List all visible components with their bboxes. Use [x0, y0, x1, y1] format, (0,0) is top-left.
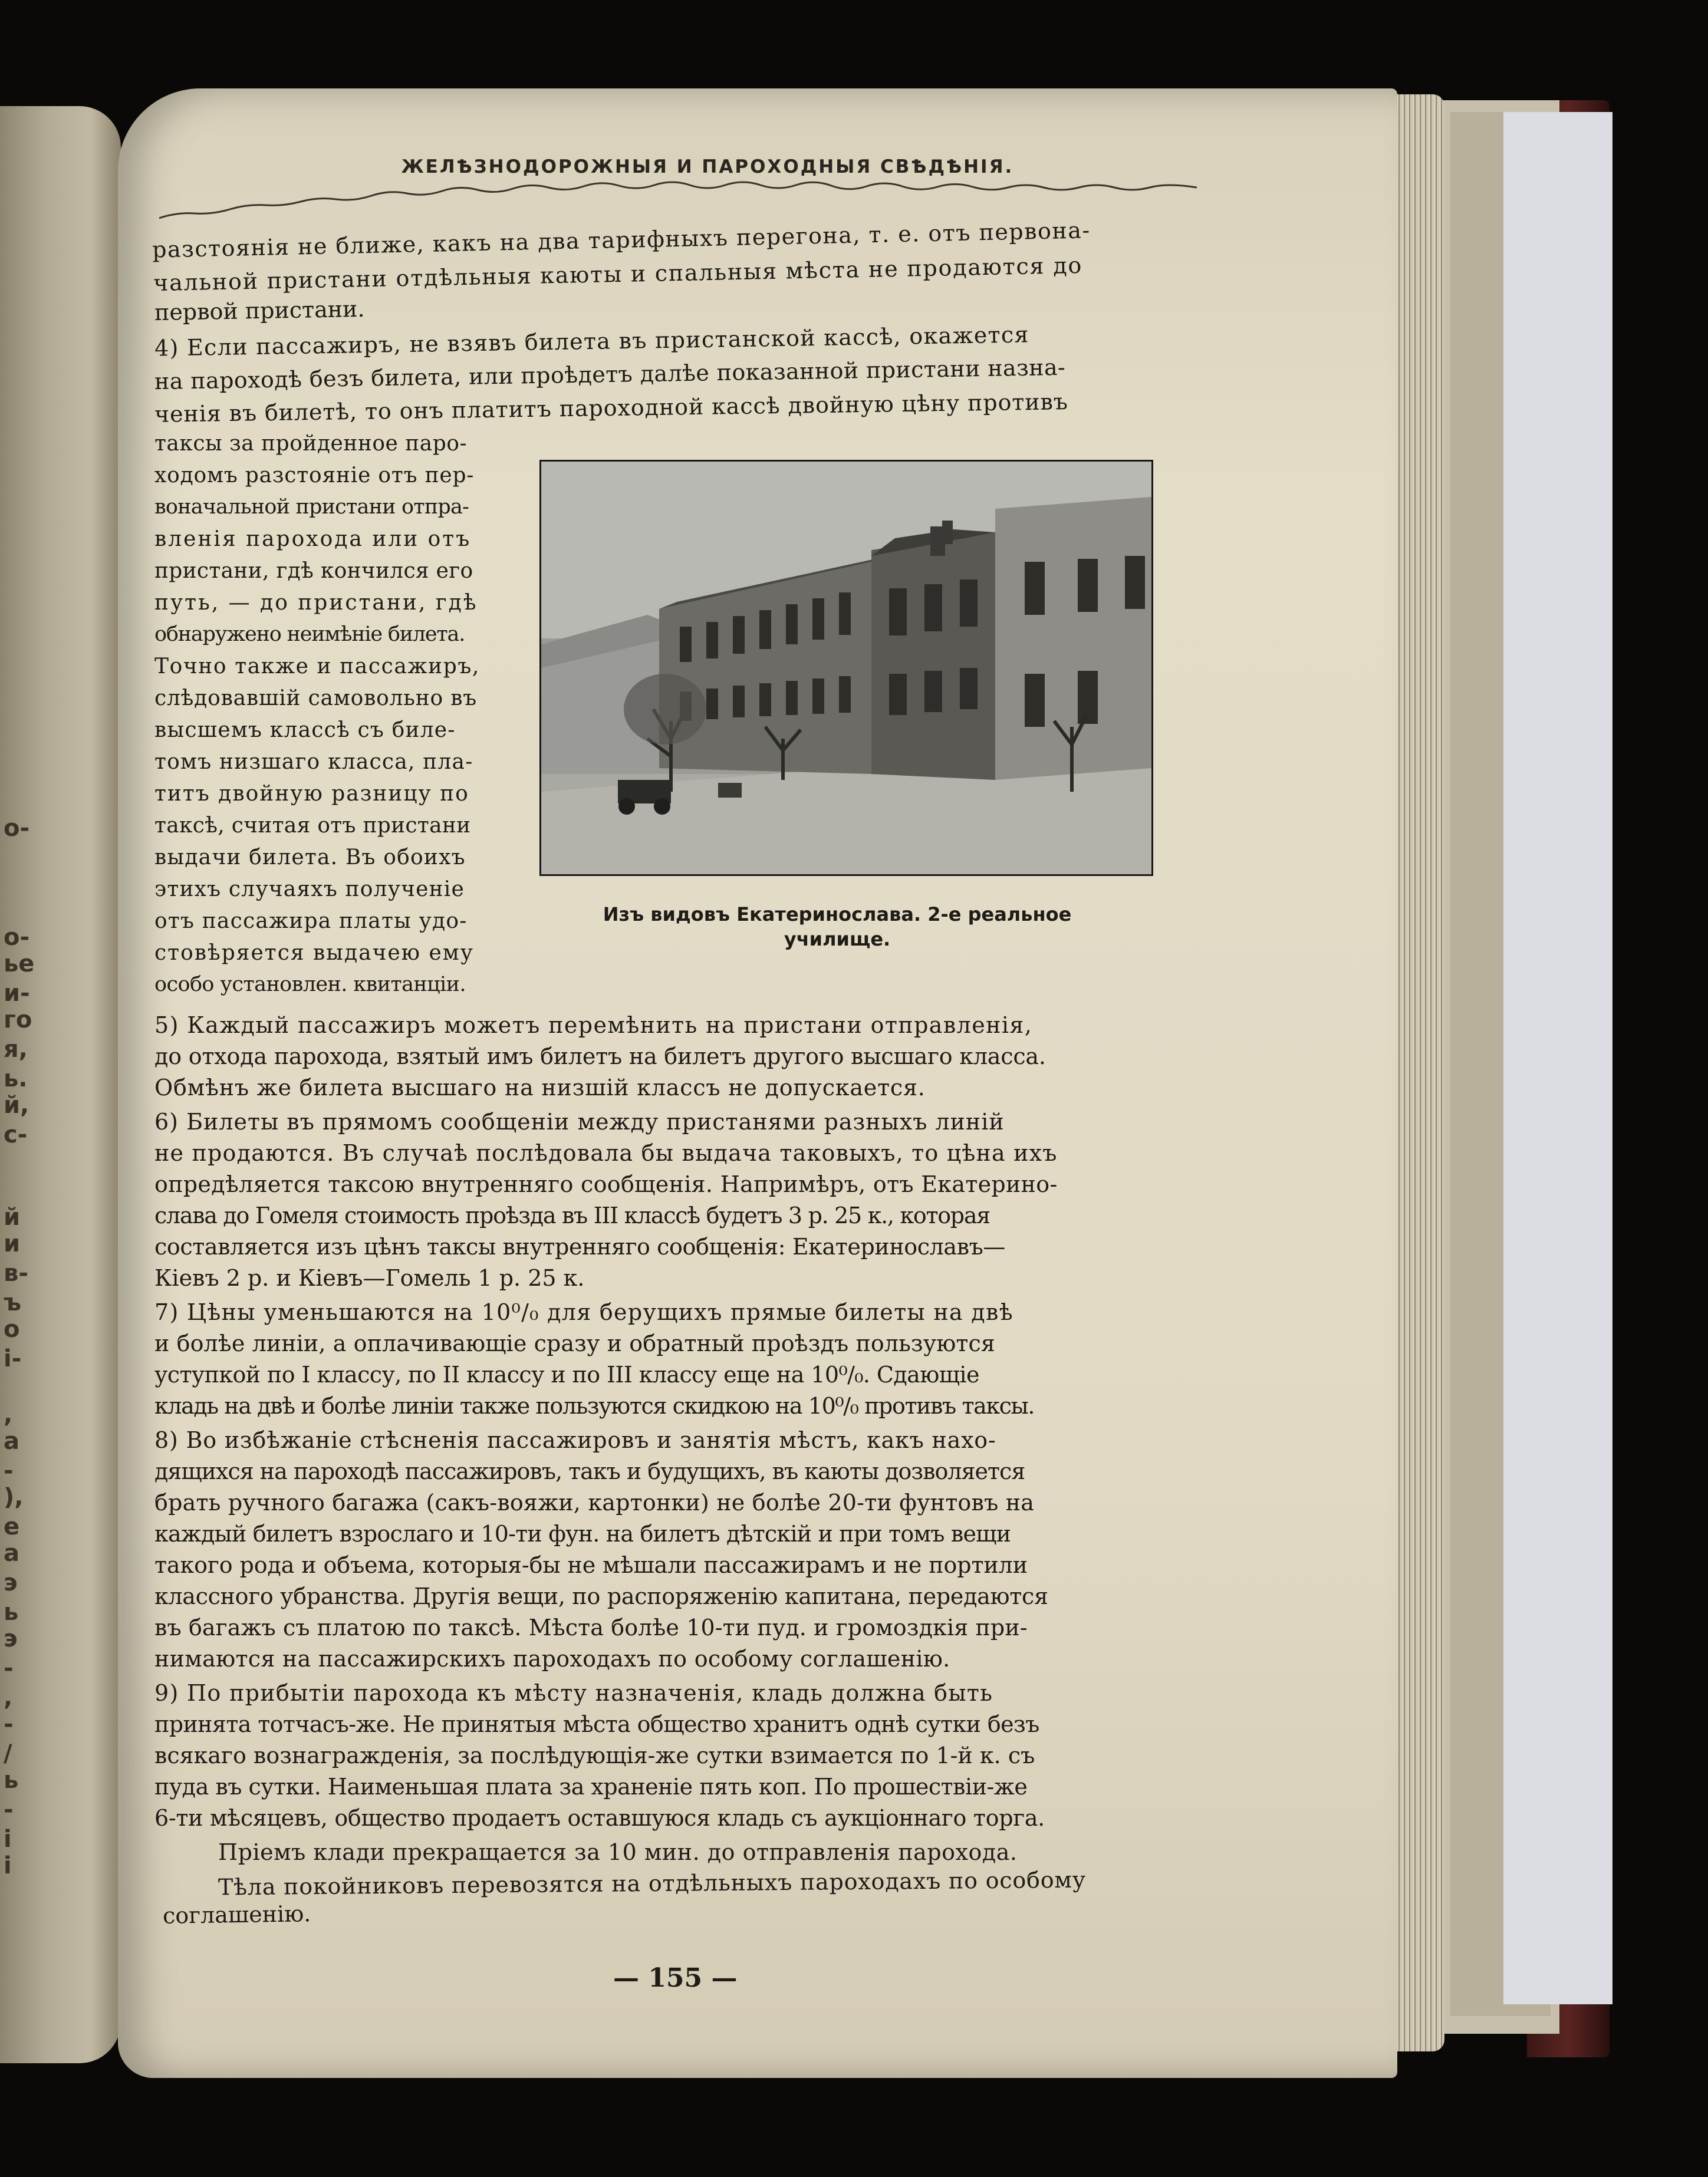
left-fragment: э [4, 1569, 18, 1596]
text-line: уступкой по I классу, по II классу и по III классу еще на 10⁰/₀. Сдающіе [154, 1362, 979, 1388]
header-wavy-rule [159, 177, 1197, 224]
left-fragment: с- [4, 1121, 28, 1148]
left-fragment: і [4, 1852, 12, 1879]
left-fragment: й [4, 1204, 21, 1231]
text-line: и болѣе линіи, а оплачивающіе сразу и обратный проѣздъ пользуются [154, 1330, 995, 1356]
text-line: въ багажъ съ платою по таксѣ. Мѣста болѣе 10-ти пуд. и громоздкія при- [154, 1615, 1028, 1641]
text-line: высшемъ классѣ съ биле- [154, 718, 456, 742]
photo-caption-line1: Изъ видовъ Екатеринослава. 2-е реальное [603, 903, 1072, 926]
text-line: 9) По прибытіи парохода къ мѣсту назначенія, кладь должна быть [154, 1680, 993, 1706]
left-fragment: , [4, 1401, 13, 1428]
text-line: классного убранства. Другія вещи, по распоряженію капитана, передаются [154, 1583, 1048, 1609]
text-line: такого рода и объема, которыя-бы не мѣшали пассажирамъ и не портили [154, 1552, 1028, 1578]
text-line: стовѣряется выдачею ему [154, 941, 474, 965]
left-fragment: - [4, 1655, 14, 1682]
text-line: ходомъ разстояніе отъ пер- [154, 463, 475, 488]
left-fragment: о- [4, 815, 30, 842]
text-line: Обмѣнъ же билета высшаго на низшій классъ не допускается. [154, 1075, 926, 1101]
text-line: титъ двойную разницу по [154, 782, 469, 806]
text-line: опредѣляется таксою внутренняго сообщенія. Напримѣръ, отъ Екатерино- [154, 1171, 1058, 1197]
text-line: нимаются на пассажирскихъ пароходахъ по особому соглашенію. [154, 1646, 950, 1672]
left-fragment: о- [4, 924, 30, 951]
running-header: ЖЕЛѢЗНОДОРОЖНЫЯ И ПАРОХОДНЫЯ СВѢДѢНІЯ. [401, 156, 1014, 177]
text-line: принята тотчасъ-же. Не принятыя мѣста общество хранитъ однѣ сутки безъ [154, 1711, 1039, 1737]
text-line: первой пристани. [154, 295, 365, 326]
photo-caption-line2: училище. [784, 928, 891, 950]
left-neighbor-page [0, 106, 121, 2063]
building-photo [539, 460, 1153, 876]
text-line: выдачи билета. Въ обоихъ [154, 845, 466, 870]
left-fragment: ), [4, 1484, 24, 1511]
left-fragment: го [4, 1006, 32, 1033]
left-fragment: - [4, 1796, 14, 1823]
text-line: кладь на двѣ и болѣе линіи также пользуются скидкою на 10⁰/₀ противъ таксы. [154, 1393, 1035, 1419]
text-line: чальной пристани отдѣльныя каюты и спальныя мѣста не продаются до [153, 252, 1083, 297]
text-line: Пріемъ клади прекращается за 10 мин. до отправленія парохода. [218, 1839, 1018, 1865]
text-line: слѣдовавшій самовольно въ [154, 686, 477, 710]
text-line: соглашенію. [162, 1901, 311, 1929]
left-fragment: ье [4, 950, 35, 977]
left-fragment: и- [4, 980, 30, 1007]
text-line: таксы за пройденное паро- [154, 432, 468, 456]
text-line: 5) Каждый пассажиръ можетъ перемѣнить на пристани отправленія, [154, 1012, 1033, 1038]
text-line: разстоянія не ближе, какъ на два тарифныхъ перегона, т. е. отъ первона- [152, 217, 1091, 263]
text-line: 7) Цѣны уменьшаются на 10⁰/₀ для берущихъ прямые билеты на двѣ [154, 1299, 1013, 1325]
white-card-insert [1503, 112, 1612, 2004]
left-fragment: и [4, 1230, 21, 1257]
text-line: до отхода парохода, взятый имъ билетъ на билетъ другого высшаго класса. [154, 1043, 1046, 1069]
left-fragment: ъ [4, 1289, 22, 1316]
left-fragment: я, [4, 1036, 28, 1063]
text-line: не продаются. Въ случаѣ послѣдовала бы выдача таковыхъ, то цѣна ихъ [154, 1140, 1058, 1166]
left-fragment: в- [4, 1260, 28, 1287]
text-line: вленія парохода или отъ [154, 527, 472, 551]
text-line: пристани, гдѣ кончился его [154, 559, 473, 583]
text-line: Тѣла покойниковъ перевозятся на отдѣльныхъ пароходахъ по особому [218, 1866, 1087, 1901]
building-photo-illustration [541, 462, 1151, 874]
text-line: 4) Если пассажиръ, не взявъ билета въ пристанской кассѣ, окажется [154, 321, 1030, 361]
left-fragment: - [4, 1711, 14, 1738]
text-line: 6-ти мѣсяцевъ, общество продаетъ оставшуюся кладь съ аукціоннаго торга. [154, 1805, 1045, 1831]
left-fragment: ь [4, 1599, 19, 1626]
left-fragment: - [4, 1457, 14, 1484]
page-number: — 155 — [613, 1963, 738, 1993]
text-line: Точно также и пассажиръ, [154, 654, 480, 679]
left-fragment: і [4, 1826, 12, 1853]
left-fragment: э [4, 1625, 18, 1652]
left-fragment: а [4, 1428, 19, 1455]
text-line: брать ручного багажа (сакъ-вояжи, картонки) не болѣе 20-ти фунтовъ на [154, 1490, 1035, 1516]
text-line: путь, — до пристани, гдѣ [154, 591, 478, 615]
text-line: пуда въ сутки. Наименьшая плата за храненіе пять коп. По прошествіи-же [154, 1774, 1028, 1800]
text-line: дящихся на пароходѣ пассажировъ, такъ и будущихъ, въ каюты дозволяется [154, 1458, 1025, 1484]
left-fragment: е [4, 1513, 20, 1540]
text-line: таксѣ, считая отъ пристани [154, 814, 471, 838]
text-line: особо установлен. квитанціи. [154, 973, 466, 996]
text-line: томъ низшаго класса, пла- [154, 750, 473, 774]
text-line: каждый билетъ взрослаго и 10-ти фун. на билетъ дѣтскій и при томъ вещи [154, 1521, 1011, 1547]
text-line: Кіевъ 2 р. и Кіевъ—Гомель 1 р. 25 к. [154, 1265, 585, 1291]
left-fragment: , [4, 1684, 13, 1711]
text-line: отъ пассажира платы удо- [154, 909, 468, 933]
text-line: всякаго вознагражденія, за послѣдующія-же сутки взимается по 1-й к. съ [154, 1743, 1035, 1768]
text-line: на пароходѣ безъ билета, или проѣдетъ далѣе показанной пристани назна- [154, 354, 1066, 395]
left-fragment: а [4, 1540, 19, 1567]
text-line: 6) Билеты въ прямомъ сообщеніи между пристанями разныхъ линій [154, 1109, 1005, 1135]
text-line: ченія въ билетѣ, то онъ платитъ пароходной кассѣ двойную цѣну противъ [154, 388, 1069, 427]
left-fragment: і- [4, 1345, 22, 1372]
text-line: обнаружено неимѣніе билета. [154, 623, 465, 646]
text-line: 8) Во избѣжаніе стѣсненія пассажировъ и занятія мѣстъ, какъ нахо- [154, 1427, 996, 1453]
text-line: этихъ случаяхъ полученіе [154, 877, 465, 901]
left-fragment: / [4, 1740, 12, 1767]
left-fragment: й, [4, 1092, 29, 1119]
left-fragment: о [4, 1316, 20, 1343]
left-fragment: ь. [4, 1065, 28, 1092]
left-fragment: ь [4, 1767, 19, 1794]
text-line: составляется изъ цѣнъ таксы внутренняго сообщенія: Екатеринославъ— [154, 1234, 1005, 1260]
text-line: воначальной пристани отпра- [154, 495, 469, 519]
text-line: слава до Гомеля стоимость проѣзда въ III классѣ будетъ 3 р. 25 к., которая [154, 1203, 990, 1229]
